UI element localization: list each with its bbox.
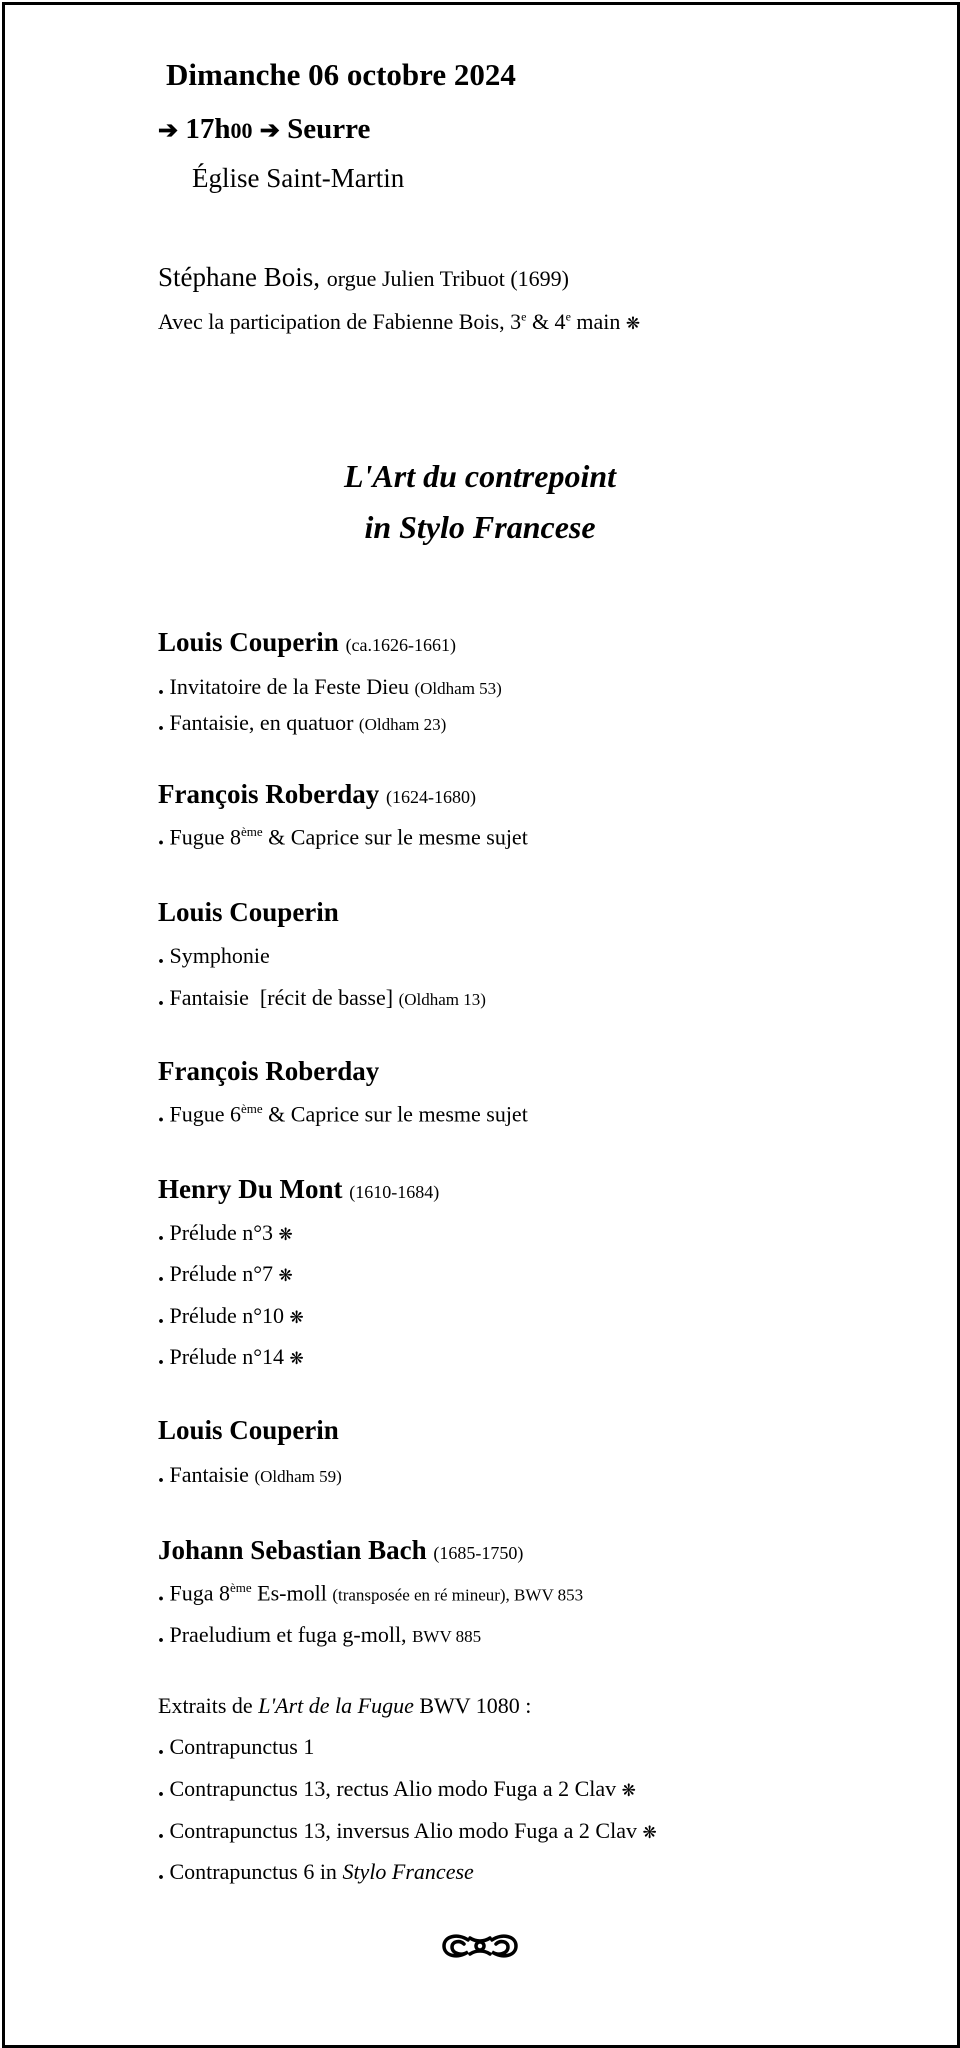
bullet: .	[158, 1859, 164, 1885]
time-hour: 17h	[185, 113, 231, 145]
bullet: .	[158, 985, 164, 1011]
piece-title: Prélude n°14	[169, 1344, 285, 1369]
piece-title: Contrapunctus 1	[169, 1734, 315, 1759]
piece-title: Symphonie	[169, 943, 270, 968]
piece-title: & Caprice sur le mesme sujet	[262, 824, 528, 850]
piece-title: Es-moll	[251, 1580, 327, 1606]
program-title-line1: L'Art du contrepoint	[343, 458, 617, 494]
piece-title: Prélude n°7	[169, 1261, 274, 1286]
program-item	[158, 1859, 474, 1886]
program-item	[158, 1776, 636, 1803]
piece-title: Fugue 6	[169, 1101, 241, 1127]
composer-name: Louis Couperin	[158, 627, 339, 657]
piece-title: Prélude n°10	[169, 1303, 285, 1328]
participation-text: & 4	[526, 309, 566, 334]
extraits-heading	[158, 1693, 531, 1719]
piece-title: Invitatoire de la Feste Dieu	[169, 674, 409, 699]
composer-name: François Roberday	[158, 1056, 380, 1086]
star-icon: ❋	[642, 1823, 657, 1842]
composer-heading	[158, 1535, 523, 1566]
composer-heading	[158, 1056, 379, 1087]
participation-line	[158, 309, 640, 335]
piece-reference: (Oldham 13)	[398, 990, 486, 1009]
superscript: ème	[230, 1580, 252, 1595]
extraits-text: BWV 1080 :	[413, 1693, 532, 1718]
program-item	[158, 985, 486, 1012]
extraits-text: Extraits de	[158, 1693, 259, 1718]
bullet: .	[158, 1344, 164, 1370]
bullet: .	[158, 943, 164, 969]
composer-heading	[158, 627, 456, 658]
composer-name: François Roberday	[158, 779, 380, 809]
time-minutes: 00	[230, 118, 253, 143]
program-item	[158, 1344, 304, 1371]
program-item	[158, 1303, 304, 1330]
program-item	[158, 1734, 314, 1761]
composer-dates: (1610-1684)	[349, 1182, 440, 1202]
composer-dates: (1624-1680)	[385, 787, 476, 807]
program-item	[158, 824, 528, 851]
piece-title: Contrapunctus 13, rectus Alio modo Fuga a 2 Clav	[169, 1776, 617, 1801]
piece-reference: (Oldham 23)	[358, 715, 447, 734]
bullet: .	[158, 1303, 164, 1329]
program-item	[158, 943, 270, 970]
star-icon: ❋	[278, 1225, 293, 1244]
ornament-icon-graphic	[440, 1932, 520, 1960]
arrow-right-icon: ➔	[158, 118, 179, 144]
piece-title: Contrapunctus 6 in	[169, 1859, 343, 1884]
piece-title: Fugue 8	[169, 824, 241, 850]
piece-title: Fantaisie, en quatuor	[169, 710, 354, 735]
composer-heading	[158, 779, 476, 810]
star-icon: ❋	[278, 1266, 293, 1285]
bullet: .	[158, 1622, 164, 1648]
piece-title: Fantaisie [récit de basse]	[169, 985, 394, 1010]
performer-instrument: orgue Julien Tribuot (1699)	[326, 266, 569, 291]
piece-reference: (Oldham 53)	[414, 679, 502, 698]
participation-text: main	[570, 309, 621, 334]
program-item	[158, 710, 446, 737]
work-title: L'Art de la Fugue	[258, 1693, 414, 1718]
piece-title: Fuga 8	[169, 1580, 230, 1606]
arrow-right-icon: ➔	[259, 118, 280, 144]
bullet: .	[158, 1580, 164, 1607]
piece-title: Prélude n°3	[169, 1220, 274, 1245]
program-title-line2: in Stylo Francese	[364, 509, 596, 545]
composer-name: Louis Couperin	[158, 897, 339, 927]
piece-title: Contrapunctus 13, inversus Alio modo Fuga a 2 Clav	[169, 1818, 637, 1843]
program-item	[158, 1462, 342, 1489]
piece-reference: (Oldham 59)	[254, 1467, 342, 1486]
composer-heading	[158, 1415, 339, 1446]
piece-reference: BWV 885	[412, 1627, 482, 1646]
piece-title: Fantaisie	[169, 1462, 249, 1487]
program-item	[158, 1101, 528, 1128]
bullet: .	[158, 710, 164, 736]
participation-text: Avec la participation de Fabienne Bois, 3	[158, 309, 522, 334]
composer-name: Johann Sebastian Bach	[158, 1535, 427, 1565]
composer-name: Louis Couperin	[158, 1415, 339, 1445]
star-icon: ❋	[621, 1781, 636, 1800]
program-item	[158, 1580, 583, 1607]
superscript: ème	[241, 824, 263, 839]
star-icon: ❋	[625, 314, 641, 333]
bullet: .	[158, 674, 164, 700]
church-name: Église Saint-Martin	[192, 163, 405, 193]
bullet: .	[158, 1462, 164, 1488]
bullet: .	[158, 1101, 164, 1128]
bullet: .	[158, 1734, 164, 1760]
piece-title: Praeludium et fuga g-moll,	[169, 1622, 407, 1647]
bullet: .	[158, 824, 164, 851]
ornament-icon	[0, 1932, 960, 1965]
superscript: e	[565, 309, 571, 324]
bullet: .	[158, 1776, 164, 1802]
program-item	[158, 1261, 293, 1288]
piece-reference: (transposée en ré mineur), BWV 853	[332, 1585, 584, 1605]
bullet: .	[158, 1818, 164, 1844]
composer-name: Henry Du Mont	[158, 1174, 343, 1204]
composer-dates: (1685-1750)	[433, 1543, 524, 1563]
program-item	[158, 1220, 293, 1247]
piece-title-italic: Stylo Francese	[342, 1859, 474, 1884]
time-and-place	[158, 113, 370, 146]
performer-line	[158, 262, 569, 293]
star-icon: ❋	[289, 1349, 304, 1368]
composer-dates: (ca.1626-1661)	[345, 635, 457, 655]
town: Seurre	[287, 113, 371, 145]
star-icon: ❋	[289, 1308, 304, 1327]
program-item	[158, 1622, 481, 1649]
program-item	[158, 674, 502, 701]
performer-name: Stéphane Bois,	[158, 262, 320, 292]
concert-date: Dimanche 06 octobre 2024	[166, 57, 516, 92]
superscript: e	[521, 309, 527, 324]
bullet: .	[158, 1261, 164, 1287]
composer-heading	[158, 897, 339, 928]
superscript: ème	[241, 1101, 263, 1116]
bullet: .	[158, 1220, 164, 1246]
composer-heading	[158, 1174, 439, 1205]
program-item	[158, 1818, 657, 1845]
piece-title: & Caprice sur le mesme sujet	[262, 1101, 528, 1127]
